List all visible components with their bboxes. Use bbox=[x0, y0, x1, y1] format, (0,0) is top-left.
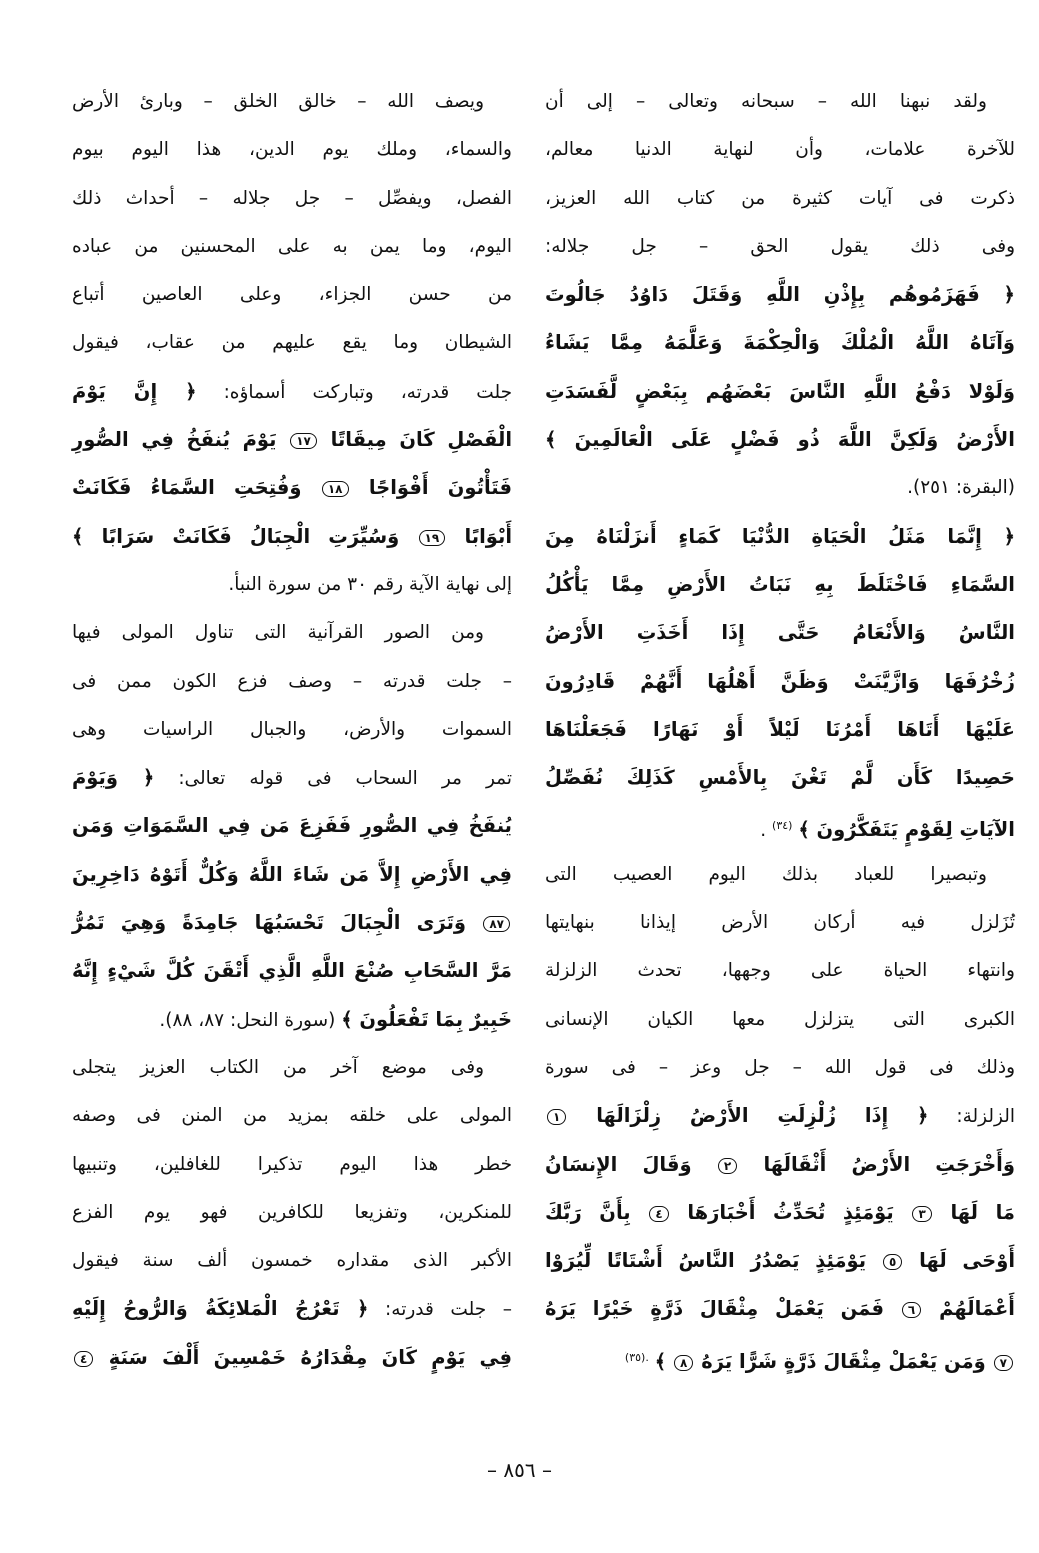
text-line bbox=[545, 1141, 1015, 1189]
text-line bbox=[545, 706, 1015, 754]
body-text: وذلك فى قول الله – جل وعز – فى سورة bbox=[545, 1056, 1015, 1078]
body-text: الفصل، ويفصِّل – جل جلاله – أحداث ذلك bbox=[72, 187, 512, 209]
verse-number-marker: ٨ bbox=[674, 1355, 693, 1371]
text-line bbox=[72, 416, 512, 464]
quran-verse-text: زُخْرُفَهَا وَازَّيَّنَتْ وَظَنَّ أَهْلُهَا أَنَّهُمْ قَادِرُونَ bbox=[545, 669, 1015, 693]
quran-verse-text: ﴿ وَيَوْمَ bbox=[72, 766, 155, 790]
body-text: خطر هذا اليوم تذكيرا للغافلين، وتنبيها bbox=[72, 1153, 512, 1175]
text-line bbox=[545, 319, 1015, 367]
verse-number-marker: ٤ bbox=[649, 1206, 668, 1222]
text-line bbox=[545, 851, 1015, 899]
quran-verse-text: خَبِيرٌ بِمَا تَفْعَلُونَ ﴾ bbox=[341, 1007, 512, 1031]
body-text: الشيطان وما يقع عليهم من عقاب، فيقول bbox=[72, 332, 512, 354]
text-line bbox=[72, 1285, 512, 1333]
body-text: – جلت قدرته – وصف فزع الكون ممن فى bbox=[72, 670, 512, 692]
text-line bbox=[545, 78, 1015, 126]
text-line bbox=[72, 947, 512, 995]
quran-verse-text: فِي يَوْمٍ كَانَ مِقْدَارُهُ خَمْسِينَ أَلْفَ سَنَةٍ bbox=[108, 1345, 512, 1369]
quran-verse-text: أَبْوَابًا bbox=[464, 524, 513, 548]
quran-verse-text: الْفَصْلِ كَانَ مِيقَاتًا bbox=[330, 428, 512, 452]
body-text: تُزَلزل فيه أركان الأرض إيذانا بنهايتها bbox=[545, 912, 1015, 934]
text-line bbox=[545, 947, 1015, 995]
body-text: المولى على خلقه بمزيد من المنن فى وصفه bbox=[72, 1105, 512, 1127]
quran-verse-text: وَفُتِحَتِ السَّمَاءُ فَكَانَتْ bbox=[72, 476, 302, 500]
verse-number-marker: ١٩ bbox=[419, 530, 446, 546]
quran-verse-text: فَتَأْتُونَ أَفْوَاجًا bbox=[368, 476, 512, 500]
text-line bbox=[72, 223, 512, 271]
body-text: للمنكرين، وتفزيعا للكافرين فهو يوم الفزع bbox=[72, 1201, 512, 1223]
text-line bbox=[72, 1237, 512, 1285]
body-text: وفى ذلك يقول الحق – جل جلاله: bbox=[545, 235, 1015, 257]
body-text: (سورة النحل: ٨٧، ٨٨). bbox=[159, 1009, 336, 1031]
verse-number-marker: ٨٧ bbox=[483, 916, 510, 932]
text-line bbox=[545, 416, 1015, 464]
body-text: إلى نهاية الآية رقم ٣٠ من سورة النبأ. bbox=[228, 573, 512, 595]
verse-number-marker: ١ bbox=[547, 1109, 566, 1125]
text-line bbox=[72, 851, 512, 899]
quran-verse-text: أَوْحَى لَهَا bbox=[919, 1249, 1015, 1273]
quran-verse-text: حَصِيدًا كَأَن لَّمْ تَغْنَ بِالأَمْسِ كَذَلِكَ نُفَصِّلُ bbox=[545, 766, 1015, 790]
text-line bbox=[72, 802, 512, 850]
text-line bbox=[545, 658, 1015, 706]
quran-verse-text: النَّاسُ وَالأَنْعَامُ حَتَّى إِذَا أَخَذَتِ الأَرْضُ bbox=[545, 621, 1015, 645]
verse-number-marker: ٣ bbox=[912, 1206, 931, 1222]
body-text: . bbox=[760, 820, 767, 842]
body-text: الزلزلة: bbox=[928, 1106, 1015, 1128]
quran-verse-text: الآيَاتِ لِقَوْمٍ يَتَفَكَّرُونَ ﴾ bbox=[798, 818, 1015, 842]
quran-verse-text: وَلَوْلا دَفْعُ اللَّهِ النَّاسَ بَعْضَهُم بِبَعْضٍ لَّفَسَدَتِ bbox=[545, 379, 1015, 403]
text-line bbox=[72, 1141, 512, 1189]
text-line bbox=[72, 319, 512, 367]
quran-verse-text: وَسُيِّرَتِ الْجِبَالُ فَكَانَتْ سَرَابًا ﴾ bbox=[72, 524, 400, 548]
text-line bbox=[72, 996, 512, 1044]
text-line bbox=[545, 1044, 1015, 1092]
body-text: اليوم، وما يمن به على المحسنين من عباده bbox=[72, 235, 512, 257]
text-line bbox=[72, 513, 512, 561]
text-line bbox=[545, 513, 1015, 561]
text-line bbox=[545, 175, 1015, 223]
body-text: ولقد نبهنا الله – سبحانه وتعالى – إلى أن bbox=[545, 91, 987, 112]
text-line bbox=[545, 223, 1015, 271]
left-column bbox=[72, 78, 512, 1382]
verse-number-marker: ١٨ bbox=[322, 481, 349, 497]
quran-verse-text: وَآتَاهُ اللَّهُ الْمُلْكَ وَالْحِكْمَةَ وَعَلَّمَهُ مِمَّا يَشَاءُ bbox=[545, 331, 1015, 355]
body-text: للآخرة علامات، وأن لنهاية الدنيا معالم، bbox=[545, 139, 1015, 161]
verse-number-marker: ٥ bbox=[883, 1254, 902, 1270]
text-line bbox=[545, 561, 1015, 609]
verse-number-marker: ١٧ bbox=[290, 433, 317, 449]
footnote-ref: (٣٤) bbox=[772, 819, 793, 833]
body-text: والسماء، وملك يوم الدين، هذا اليوم بيوم bbox=[72, 139, 512, 161]
body-text: جلت قدرته، وتباركت أسماؤه: bbox=[196, 381, 512, 403]
quran-verse-text: مَرَّ السَّحَابِ صُنْعَ اللَّهِ الَّذِي أَتْقَنَ كُلَّ شَيْءٍ إِنَّهُ bbox=[72, 959, 512, 983]
text-line bbox=[72, 1334, 512, 1382]
quran-verse-text: بِأَنَّ رَبَّكَ bbox=[545, 1200, 631, 1224]
right-column bbox=[545, 78, 1015, 1382]
text-line bbox=[72, 561, 512, 609]
quran-verse-text: فِي الأَرْضِ إِلاَّ مَن شَاءَ اللَّهُ وَكُلٌّ أَتَوْهُ دَاخِرِينَ bbox=[72, 862, 512, 886]
body-text: الكبرى التى يتزلزل معها الكيان الإنسانى bbox=[545, 1008, 1015, 1030]
quran-verse-text: وَتَرَى الْجِبَالَ تَحْسَبُهَا جَامِدَةً وَهِيَ تَمُرُّ bbox=[72, 911, 467, 935]
page-number: – ٨٥٦ – bbox=[487, 1458, 552, 1482]
text-line bbox=[545, 368, 1015, 416]
quran-verse-text: ﴿ تَعْرُجُ الْمَلائِكَةُ وَالرُّوحُ إِلَيْهِ bbox=[72, 1297, 369, 1321]
text-line bbox=[72, 1189, 512, 1237]
text-line bbox=[72, 464, 512, 512]
body-text: وتبصيرا للعباد بذلك اليوم العصيب التى bbox=[545, 863, 987, 885]
quran-verse-text: ﴾ bbox=[654, 1349, 667, 1373]
text-line bbox=[72, 754, 512, 802]
body-text: (البقرة: ٢٥١). bbox=[907, 477, 1015, 499]
text-line bbox=[545, 754, 1015, 802]
text-line bbox=[72, 1092, 512, 1140]
text-line bbox=[545, 1237, 1015, 1285]
text-line bbox=[72, 368, 512, 416]
text-line bbox=[72, 1044, 512, 1092]
verse-number-marker: ٢ bbox=[718, 1158, 737, 1174]
quran-verse-text: مَا لَهَا bbox=[950, 1200, 1015, 1224]
body-text: من حسن الجزاء، وعلى العاصين أتباع bbox=[72, 284, 512, 306]
text-line bbox=[72, 609, 512, 657]
text-line bbox=[545, 271, 1015, 319]
body-text: – جلت قدرته: bbox=[368, 1299, 512, 1321]
quran-verse-text: عَلَيْهَا أَتَاهَا أَمْرُنَا لَيْلاً أَوْ نَهَارًا فَجَعَلْنَاهَا bbox=[545, 717, 1015, 741]
text-line bbox=[72, 78, 512, 126]
verse-number-marker: ٦ bbox=[902, 1302, 921, 1318]
body-text: وفى موضع آخر من الكتاب العزيز يتجلى bbox=[72, 1056, 484, 1078]
footnote-ref: .(٣٥) bbox=[624, 1350, 649, 1364]
text-line bbox=[72, 658, 512, 706]
quran-verse-text: ﴿ إِنَّ يَوْمَ bbox=[72, 379, 197, 403]
quran-verse-text: السَّمَاءِ فَاخْتَلَطَ بِهِ نَبَاتُ الأَرْضِ مِمَّا يَأْكُلُ bbox=[545, 572, 1015, 596]
text-line bbox=[72, 706, 512, 754]
body-text: ذكرت فى آيات كثيرة من كتاب الله العزيز، bbox=[545, 187, 1015, 209]
body-text: ومن الصور القرآنية التى تناول المولى فيها bbox=[72, 622, 484, 644]
text-line bbox=[545, 899, 1015, 947]
text-line bbox=[72, 175, 512, 223]
quran-verse-text: يُنفَخُ فِي الصُّورِ فَفَزِعَ مَن فِي السَّمَوَاتِ وَمَن bbox=[72, 814, 512, 838]
quran-verse-text: أَعْمَالَهُمْ bbox=[939, 1297, 1015, 1321]
verse-number-marker: ٧ bbox=[994, 1355, 1013, 1371]
body-text: وانتهاء الحياة على وجهها، تحدث الزلزلة bbox=[545, 960, 1015, 982]
body-text: السموات والأرض، والجبال الراسيات وهى bbox=[72, 718, 512, 740]
text-line bbox=[545, 1189, 1015, 1237]
text-line bbox=[545, 1334, 1015, 1382]
quran-verse-text: يَوْمَئِذٍ تُحَدِّثُ أَخْبَارَهَا bbox=[687, 1200, 894, 1224]
text-line bbox=[72, 899, 512, 947]
quran-verse-text: ﴿ إِذَا زُلْزِلَتِ الأَرْضُ زِلْزَالَهَا bbox=[596, 1104, 929, 1128]
quran-verse-text: ﴿ إِنَّمَا مَثَلُ الْحَيَاةِ الدُّنْيَا كَمَاءٍ أَنزَلْنَاهُ مِنَ bbox=[545, 524, 1015, 548]
text-line bbox=[72, 271, 512, 319]
text-line bbox=[545, 126, 1015, 174]
quran-verse-text: يَوْمَئِذٍ يَصْدُرُ النَّاسُ أَشْتَاتًا لِّيُرَوْا bbox=[545, 1249, 867, 1273]
text-line bbox=[545, 609, 1015, 657]
text-line bbox=[545, 464, 1015, 512]
quran-verse-text: فَمَن يَعْمَلْ مِثْقَالَ ذَرَّةٍ خَيْرًا يَرَهُ bbox=[545, 1297, 884, 1321]
body-text: الأكبر الذى مقداره خمسون ألف سنة فيقول bbox=[72, 1250, 512, 1272]
quran-verse-text: ﴿ فَهَزَمُوهُم بِإِذْنِ اللَّهِ وَقَتَلَ دَاوُدُ جَالُوتَ bbox=[545, 283, 1015, 307]
body-text: تمر مر السحاب فى قوله تعالى: bbox=[154, 768, 512, 790]
text-line bbox=[72, 126, 512, 174]
verse-number-marker: ٤ bbox=[74, 1351, 93, 1367]
text-line bbox=[545, 1092, 1015, 1140]
quran-verse-text: وَمَن يَعْمَلْ مِثْقَالَ ذَرَّةٍ شَرًّا يَرَهُ bbox=[701, 1349, 986, 1373]
body-text: ويصف الله – خالق الخلق – وبارئ الأرض bbox=[72, 91, 484, 112]
text-line bbox=[545, 802, 1015, 850]
text-line bbox=[545, 1285, 1015, 1333]
quran-verse-text: وَقَالَ الإِنسَانُ bbox=[545, 1152, 692, 1176]
quran-verse-text: يَوْمَ يُنفَخُ فِي الصُّورِ bbox=[72, 428, 277, 452]
quran-verse-text: وَأَخْرَجَتِ الأَرْضُ أَثْقَالَهَا bbox=[763, 1152, 1015, 1176]
text-line bbox=[545, 996, 1015, 1044]
quran-verse-text: الأَرْضُ وَلَكِنَّ اللَّهَ ذُو فَضْلٍ عَلَى الْعَالَمِينَ ﴾ bbox=[545, 428, 1015, 452]
